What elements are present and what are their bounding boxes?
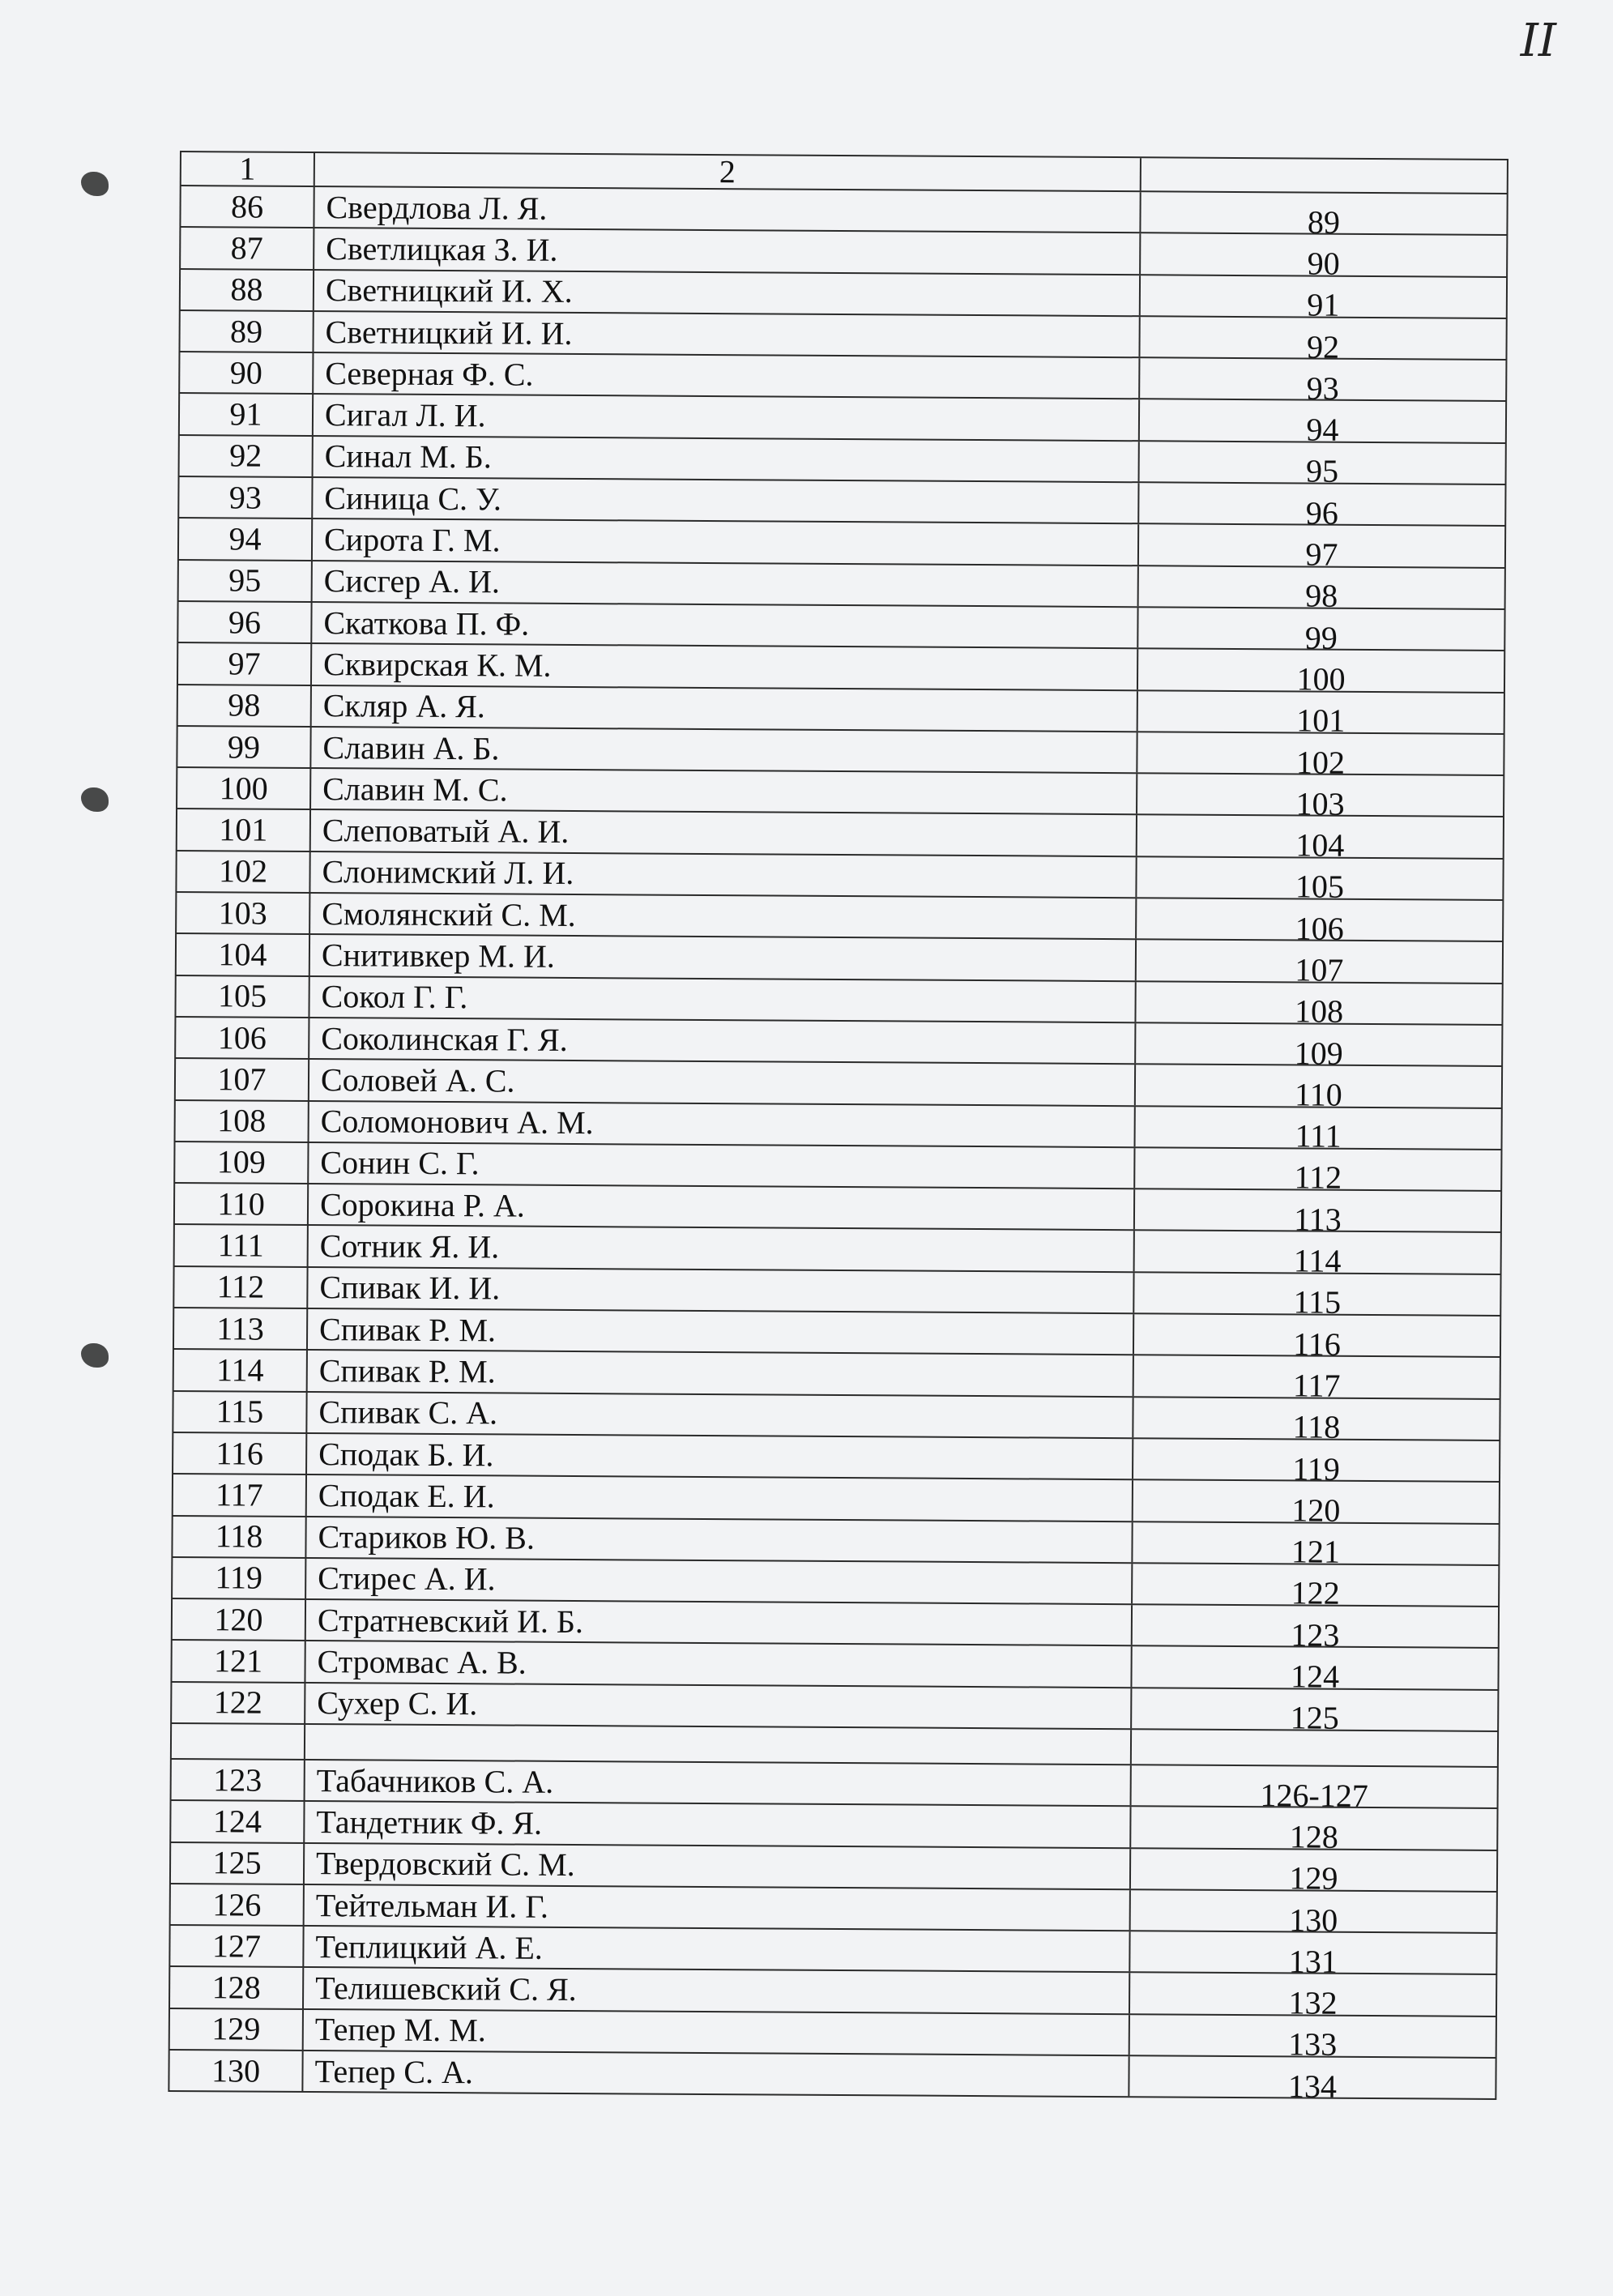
person-name: Тейтельман И. Г. [303, 1885, 1129, 1931]
page-number: 90 [1139, 234, 1508, 276]
person-name: Тандетник Ф. Я. [303, 1802, 1129, 1847]
page-number: 112 [1133, 1148, 1502, 1190]
person-name: Сподак Б. И. [305, 1434, 1132, 1479]
person-name: Скляр А. Я. [310, 686, 1137, 732]
row-number: 107 [174, 1059, 308, 1099]
row-number: 111 [173, 1225, 307, 1265]
person-name: Стромвас А. В. [304, 1641, 1130, 1687]
page-number: 100 [1137, 649, 1505, 691]
row-number: 100 [176, 768, 309, 809]
page-number: 94 [1138, 400, 1507, 442]
page-number: 93 [1138, 358, 1507, 400]
table-body [168, 186, 1508, 2105]
page-number: 98 [1137, 566, 1506, 608]
row-number: 119 [171, 1558, 305, 1598]
page-number: 91 [1139, 275, 1508, 318]
row-number: 101 [176, 809, 309, 850]
row-number: 105 [174, 976, 308, 1017]
row-number: 117 [172, 1474, 305, 1515]
person-name: Стариков Ю. В. [305, 1517, 1131, 1562]
page-number: 111 [1134, 1107, 1503, 1149]
person-name: Северная Ф. С. [312, 353, 1138, 399]
page-number: 92 [1138, 317, 1507, 359]
row-number: 130 [168, 2051, 301, 2091]
page-number: 118 [1132, 1398, 1500, 1440]
page-number: 109 [1134, 1023, 1503, 1065]
page-number: 99 [1137, 608, 1505, 650]
page-number: 124 [1130, 1647, 1499, 1689]
person-name: Спивак Р. М. [306, 1351, 1133, 1396]
row-number: 110 [173, 1184, 307, 1224]
page-number: 123 [1131, 1605, 1500, 1647]
row-number: 97 [177, 643, 310, 684]
row-number: 121 [170, 1641, 304, 1681]
row-number: 125 [169, 1843, 303, 1884]
person-name: Славин М. С. [309, 769, 1136, 814]
page-number: 117 [1133, 1356, 1501, 1398]
row-number: 103 [175, 893, 309, 933]
row-number: 127 [169, 1926, 302, 1966]
row-number: 128 [169, 1967, 302, 2008]
row-number: 94 [177, 519, 311, 559]
row-number: 113 [173, 1308, 306, 1349]
person-name: Соколинская Г. Я. [308, 1018, 1134, 1064]
row-number: 87 [179, 228, 313, 268]
page-number: 114 [1133, 1231, 1502, 1274]
person-name: Телишевский С. Я. [302, 1968, 1129, 2013]
row-number: 91 [178, 394, 312, 434]
person-name: Сонин С. Г. [307, 1143, 1133, 1189]
person-name: Свердлова Л. Я. [313, 187, 1139, 233]
row-number: 96 [177, 602, 310, 642]
person-name: Табачников С. А. [304, 1760, 1130, 1806]
person-name: Светницкий И. Х. [313, 271, 1139, 316]
row-number: 92 [178, 436, 312, 476]
person-name: Сокол Г. Г. [308, 977, 1134, 1022]
person-name: Спивак Р. М. [306, 1309, 1133, 1355]
row-number: 95 [177, 561, 311, 601]
row-number: 98 [177, 685, 310, 726]
person-name: Теплицкий А. Е. [302, 1927, 1129, 1972]
person-name: Сирота Г. М. [311, 519, 1137, 565]
person-name: Стирес А. И. [305, 1559, 1131, 1604]
page-number: 121 [1131, 1522, 1500, 1564]
page-number: 107 [1135, 941, 1504, 983]
row-number: 122 [170, 1683, 304, 1723]
person-name: Твердовский С. М. [303, 1844, 1129, 1889]
page-number: 101 [1137, 691, 1505, 733]
page-number: 115 [1133, 1273, 1501, 1315]
page-number: 126-127 [1130, 1765, 1499, 1807]
page-number: 108 [1134, 982, 1503, 1024]
punch-hole [81, 787, 109, 812]
header-col-2: 2 [314, 153, 1140, 190]
person-name: Славин А. Б. [309, 728, 1136, 773]
row-number: 86 [179, 186, 313, 227]
page-number: 106 [1135, 898, 1504, 941]
row-number: 129 [169, 2009, 302, 2050]
person-name: Сисгер А. И. [311, 561, 1137, 607]
page-number [1130, 1730, 1499, 1766]
page-number: 116 [1133, 1314, 1501, 1356]
row-number: 124 [169, 1801, 303, 1841]
person-name: Спивак И. И. [306, 1268, 1133, 1313]
page-number: 133 [1129, 2015, 1497, 2057]
row-number: 123 [170, 1760, 304, 1800]
row-number: 120 [171, 1599, 305, 1640]
page-number: 120 [1132, 1480, 1500, 1522]
row-number: 118 [171, 1516, 305, 1556]
person-name: Спивак С. А. [305, 1393, 1132, 1438]
person-name: Сподак Е. И. [305, 1475, 1132, 1521]
person-name: Тепер С. А. [301, 2051, 1128, 2097]
page-number: 113 [1133, 1189, 1502, 1231]
row-number: 88 [179, 270, 313, 310]
row-number: 116 [172, 1433, 305, 1474]
person-name: Снитивкер М. И. [309, 935, 1135, 980]
page-number: 105 [1135, 857, 1504, 899]
row-number: 104 [175, 934, 309, 975]
person-name: Скаткова П. Ф. [310, 603, 1137, 648]
page-number: 131 [1129, 1931, 1497, 1974]
person-name: Синал М. Б. [312, 437, 1138, 482]
page-number: 110 [1134, 1065, 1503, 1107]
row-number: 89 [178, 311, 312, 352]
row-number: 114 [173, 1350, 306, 1390]
person-name: Синица С. У. [311, 478, 1137, 523]
page-number: 103 [1136, 774, 1504, 816]
page-number: 134 [1128, 2056, 1496, 2098]
person-name: Сквирская К. М. [310, 644, 1137, 689]
header-col-1: 1 [180, 152, 314, 186]
person-name: Сорокина Р. А. [307, 1184, 1133, 1230]
row-number: 109 [173, 1142, 307, 1183]
person-name: Стратневский И. Б. [305, 1600, 1131, 1645]
person-name: Тепер М. М. [302, 2010, 1129, 2055]
page-number: 97 [1137, 525, 1506, 567]
row-number: 126 [169, 1884, 303, 1925]
page-number: 122 [1131, 1564, 1500, 1606]
row-number [170, 1724, 304, 1759]
person-name: Светлицкая З. И. [313, 228, 1139, 274]
page-number-mark: II [1520, 15, 1556, 67]
person-name: Сухер С. И. [304, 1684, 1130, 1729]
person-name: Сотник Я. И. [307, 1226, 1133, 1271]
header-col-3 [1140, 158, 1508, 193]
person-name: Смолянский С. М. [309, 894, 1135, 939]
index-table [168, 150, 1508, 2105]
page-number: 128 [1129, 1807, 1498, 1849]
row-number: 102 [175, 851, 309, 892]
person-name [304, 1725, 1130, 1764]
punch-hole [81, 172, 109, 196]
row-number: 108 [174, 1101, 308, 1142]
person-name: Соловей А. С. [308, 1060, 1134, 1105]
page-number: 102 [1136, 732, 1504, 775]
person-name: Светницкий И. И. [312, 312, 1138, 357]
page-number: 125 [1130, 1688, 1499, 1731]
page-number: 132 [1129, 1974, 1497, 2016]
row-number: 112 [173, 1267, 306, 1308]
page-number: 96 [1137, 483, 1506, 525]
row-number: 90 [178, 352, 312, 393]
person-name: Сигал Л. И. [312, 395, 1138, 440]
page-number: 130 [1129, 1890, 1498, 1932]
row-number: 106 [174, 1018, 308, 1058]
row-number: 93 [177, 477, 311, 518]
page-number: 129 [1129, 1849, 1498, 1891]
row-number: 99 [176, 727, 309, 767]
table-row [168, 2051, 1496, 2105]
page-number: 119 [1132, 1439, 1500, 1481]
person-name: Слеповатый А. И. [309, 810, 1136, 856]
page-number: 95 [1138, 442, 1507, 484]
punch-hole [81, 1343, 109, 1368]
page-number: 104 [1136, 816, 1504, 858]
page-number: 89 [1139, 192, 1508, 234]
row-number: 115 [172, 1392, 305, 1432]
person-name: Соломонович А. М. [308, 1102, 1134, 1147]
person-name: Слонимский Л. И. [309, 852, 1135, 898]
